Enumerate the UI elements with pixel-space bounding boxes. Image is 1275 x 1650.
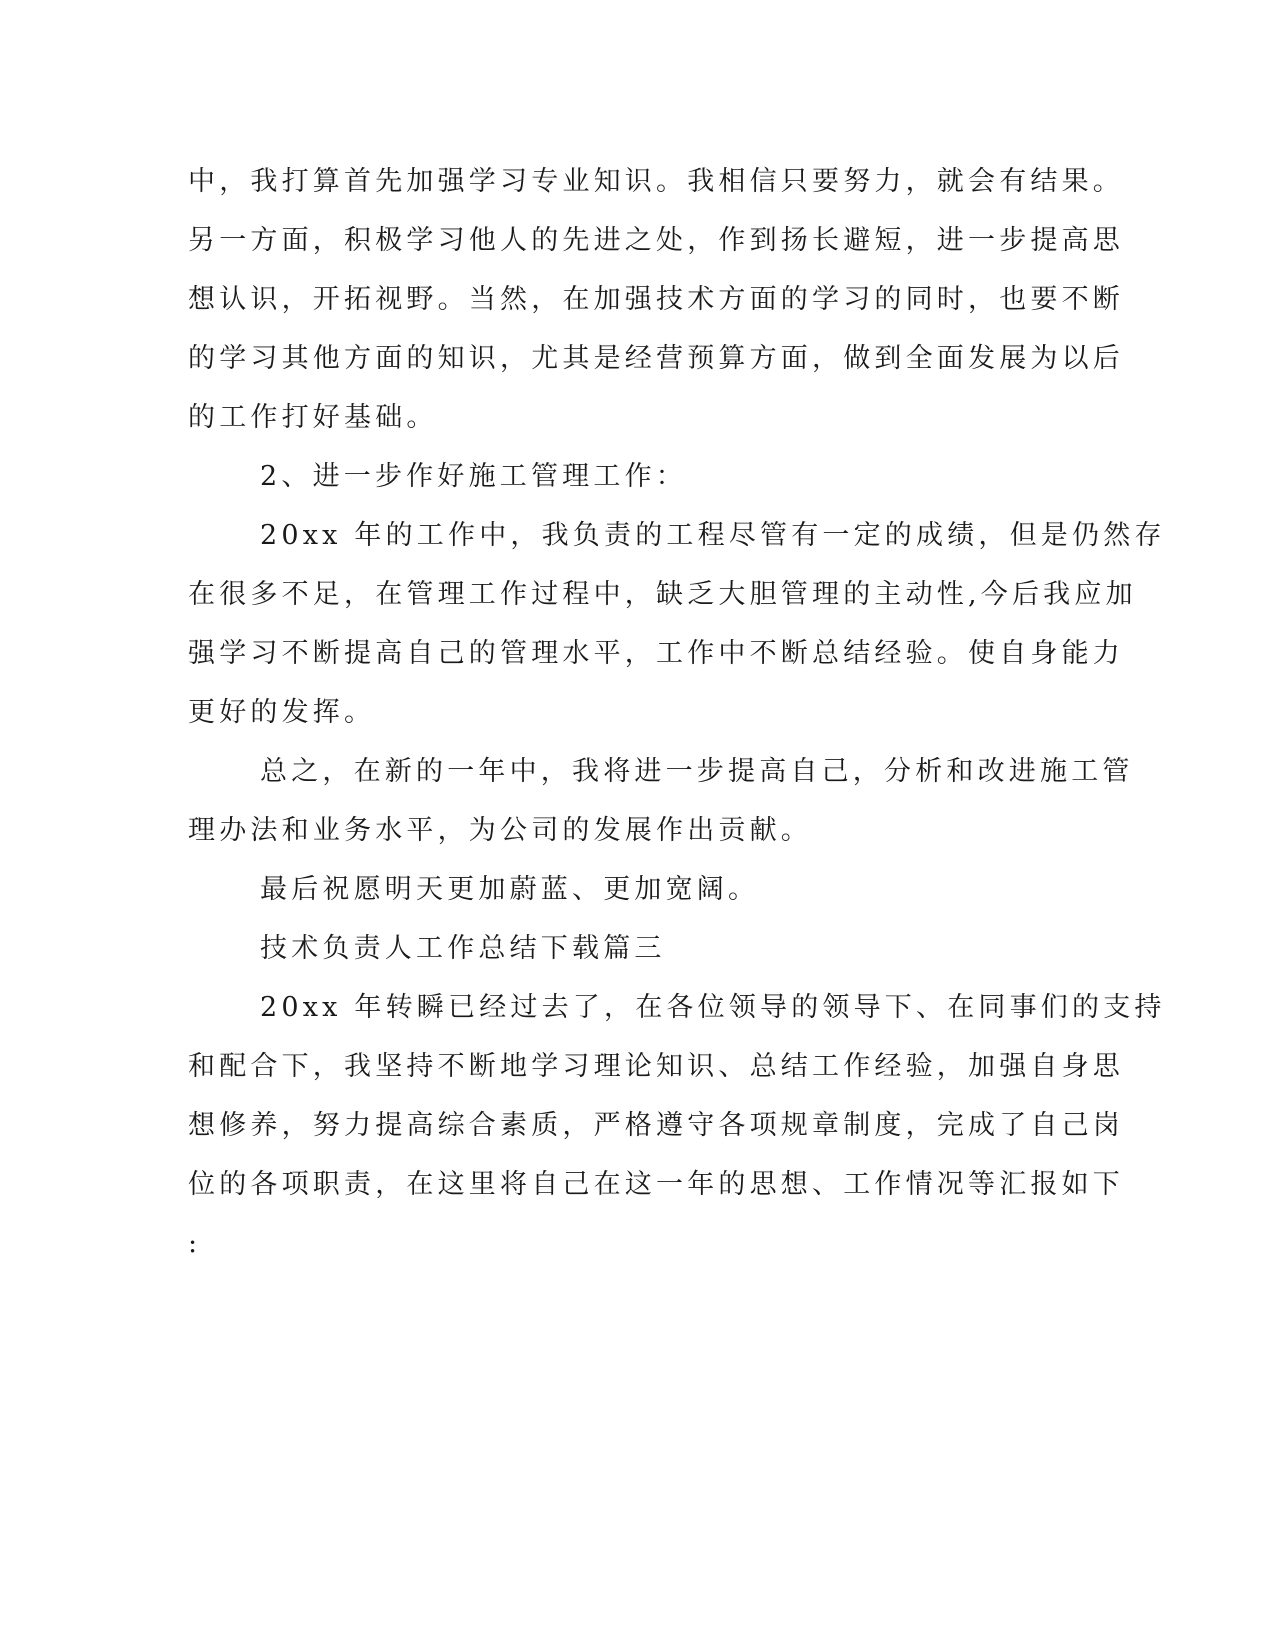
text-line-13: 最后祝愿明天更加蔚蓝、更加宽阔。 xyxy=(260,874,760,905)
section-title-part-three: 技术负责人工作总结下载篇三 xyxy=(260,933,666,964)
text-line-2: 另一方面，积极学习他人的先进之处，作到扬长避短，进一步提高思 xyxy=(188,225,1124,256)
text-line-8: 在很多不足，在管理工作过程中，缺乏大胆管理的主动性,今后我应加 xyxy=(188,579,1137,610)
text-line-12: 理办法和业务水平，为公司的发展作出贡献。 xyxy=(188,815,812,846)
text-line-9: 强学习不断提高自己的管理水平，工作中不断总结经验。使自身能力 xyxy=(188,638,1124,669)
section-heading-construction-management: 2、进一步作好施工管理工作： xyxy=(260,461,687,492)
text-line-15: 20xx 年转瞬已经过去了，在各位领导的领导下、在同事们的支持 xyxy=(260,992,1166,1023)
text-line-19: : xyxy=(188,1228,202,1259)
text-line-10: 更好的发挥。 xyxy=(188,697,376,728)
text-line-7: 20xx 年的工作中，我负责的工程尽管有一定的成绩，但是仍然存 xyxy=(260,520,1166,551)
text-line-11: 总之，在新的一年中，我将进一步提高自己，分析和改进施工管 xyxy=(260,756,1134,787)
text-line-18: 位的各项职责，在这里将自己在这一年的思想、工作情况等汇报如下 xyxy=(188,1169,1124,1200)
text-line-1: 中，我打算首先加强学习专业知识。我相信只要努力，就会有结果。 xyxy=(188,166,1124,197)
text-line-4: 的学习其他方面的知识，尤其是经营预算方面，做到全面发展为以后 xyxy=(188,343,1124,374)
text-line-3: 想认识，开拓视野。当然，在加强技术方面的学习的同时，也要不断 xyxy=(188,284,1124,315)
text-line-17: 想修养，努力提高综合素质，严格遵守各项规章制度，完成了自己岗 xyxy=(188,1110,1124,1141)
text-line-5: 的工作打好基础。 xyxy=(188,402,438,433)
text-line-16: 和配合下，我坚持不断地学习理论知识、总结工作经验，加强自身思 xyxy=(188,1051,1124,1082)
